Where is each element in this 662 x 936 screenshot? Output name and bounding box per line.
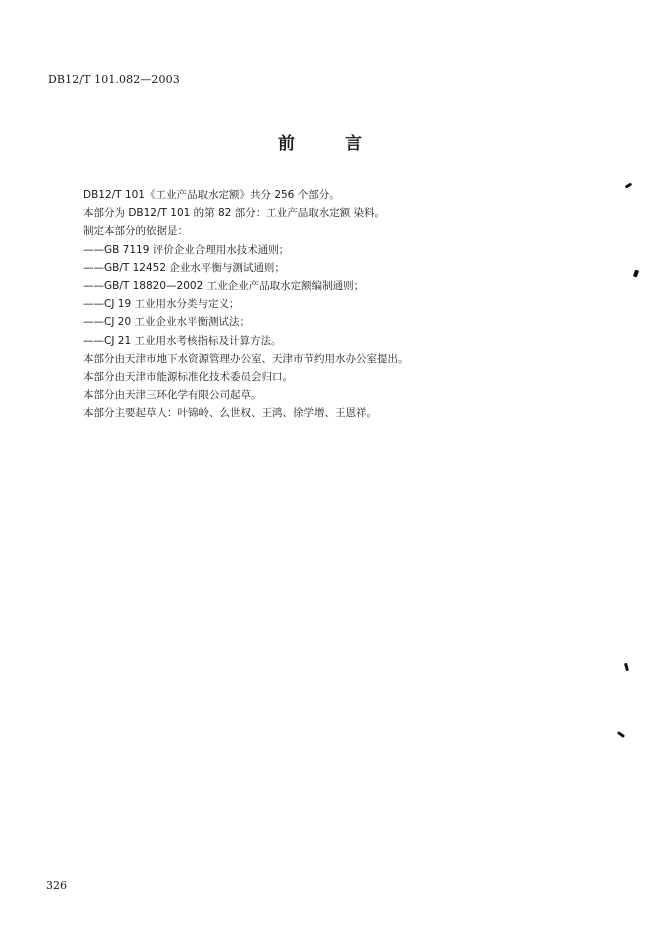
body-line: 本部分由天津市地下水资源管理办公室、天津市节约用水办公室提出。: [83, 352, 409, 365]
reference-item: ——CJ 19 工业用水分类与定义；: [83, 298, 240, 311]
scan-speck: [625, 182, 633, 188]
reference-item: ——CJ 21 工业用水考核指标及计算方法。: [83, 334, 282, 347]
body-line: 本部分由天津三环化学有限公司起草。: [83, 389, 262, 402]
foreword-body: [83, 186, 623, 422]
body-line: 本部分为 DB12/T 101 的第 82 部分：工业产品取水定额 染料。: [83, 207, 386, 220]
body-line: 本部分由天津市能源标准化技术委员会归口。: [83, 370, 293, 383]
reference-item: ——CJ 20 工业企业水平衡测试法；: [83, 316, 250, 329]
scan-speck: [617, 731, 625, 738]
scan-speck: [633, 270, 639, 278]
body-line: DB12/T 101《工业产品取水定额》共分 256 个部分。: [83, 189, 340, 201]
reference-item: ——GB 7119 评价企业合理用水技术通则；: [83, 243, 290, 256]
reference-item: ——GB/T 18820—2002 工业企业产品取水定额编制通则；: [83, 279, 365, 292]
body-line: 本部分主要起草人：叶锦岭、么世权、王鸿、徐学增、王恩祥。: [83, 407, 377, 420]
page-title: 前 言: [278, 134, 384, 154]
page-number: 326: [46, 879, 67, 892]
reference-item: ——GB/T 12452 企业水平衡与测试通则；: [83, 261, 285, 274]
document-code: DB12/T 101.082—2003: [48, 73, 180, 86]
body-line: 制定本部分的依据是：: [83, 225, 188, 238]
scan-speck: [624, 663, 629, 672]
